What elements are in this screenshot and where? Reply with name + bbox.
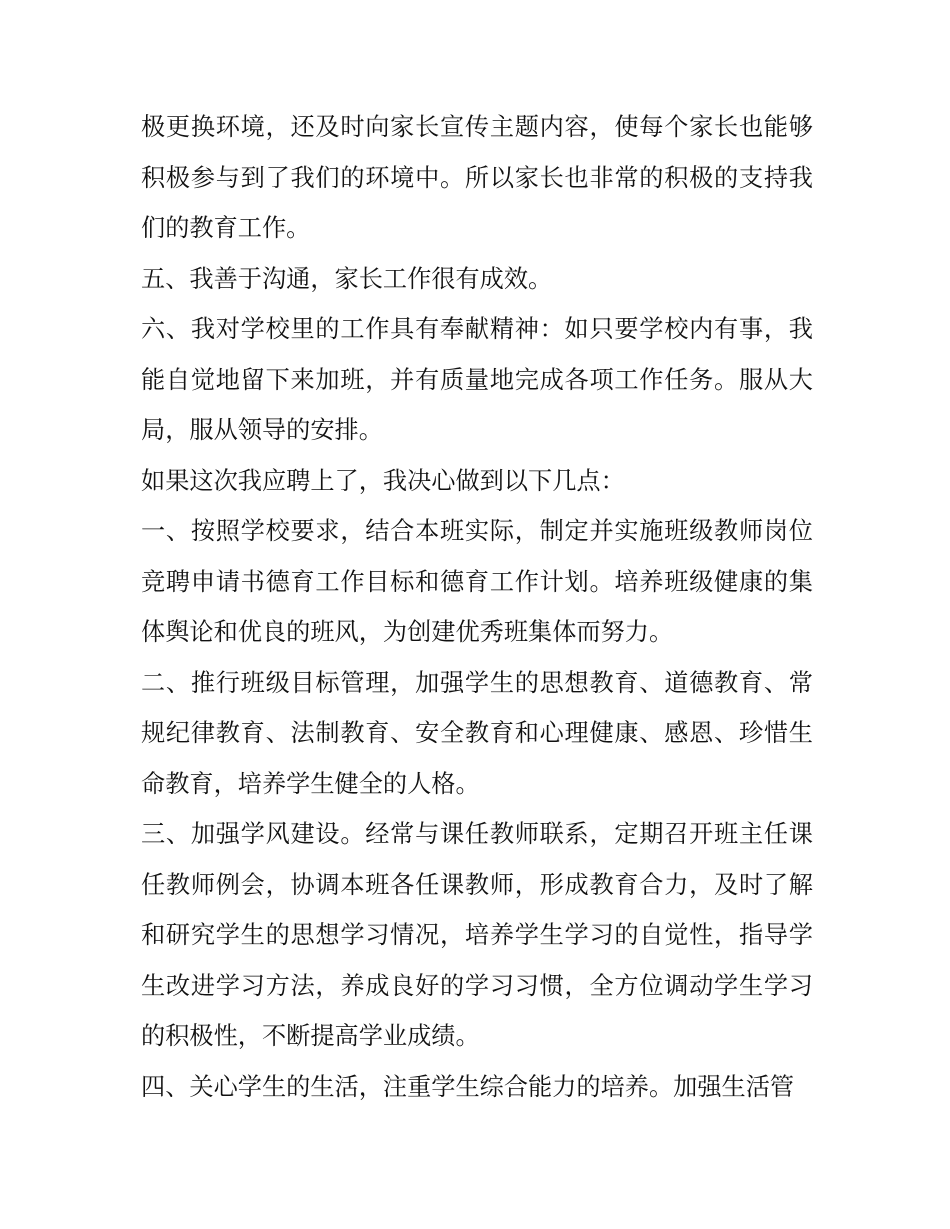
paragraph-item-five: 五、我善于沟通，家长工作很有成效。 bbox=[141, 264, 553, 293]
paragraph-item-six: 六、我对学校里的工作具有奉献精神：如只要学校内有事，我能自觉地留下来加班，并有质量地完成各项工作任务。服从大局，服从领导的安排。 bbox=[141, 315, 813, 444]
paragraph-point-two: 二、推行班级目标管理，加强学生的思想教育、道德教育、常规纪律教育、法制教育、安全教育和心理健康、感恩、珍惜生命教育，培养学生健全的人格。 bbox=[141, 668, 813, 798]
document-body bbox=[141, 102, 813, 1112]
paragraph-commitment-intro: 如果这次我应聘上了，我决心做到以下几点： bbox=[141, 466, 625, 495]
paragraph-point-three: 三、加强学风建设。经常与课任教师联系，定期召开班主任课任教师例会，协调本班各任课教师，形成教育合力，及时了解和研究学生的思想学习情况，培养学生学习的自觉性，指导学生改进学习方法，养成良好的学习习惯，全方位调动学生学习的积极性，不断提高学业成绩。 bbox=[141, 820, 813, 1050]
paragraph-continuation: 极更换环境，还及时向家长宣传主题内容，使每个家长也能够积极参与到了我们的环境中。所以家长也非常的积极的支持我们的教育工作。 bbox=[141, 113, 813, 242]
paragraph-point-one: 一、按照学校要求，结合本班实际，制定并实施班级教师岗位竞聘申请书德育工作目标和德育工作计划。培养班级健康的集体舆论和优良的班风，为创建优秀班集体而努力。 bbox=[141, 517, 813, 646]
paragraph-point-four: 四、关心学生的生活，注重学生综合能力的培养。加强生活管 bbox=[141, 1072, 795, 1101]
